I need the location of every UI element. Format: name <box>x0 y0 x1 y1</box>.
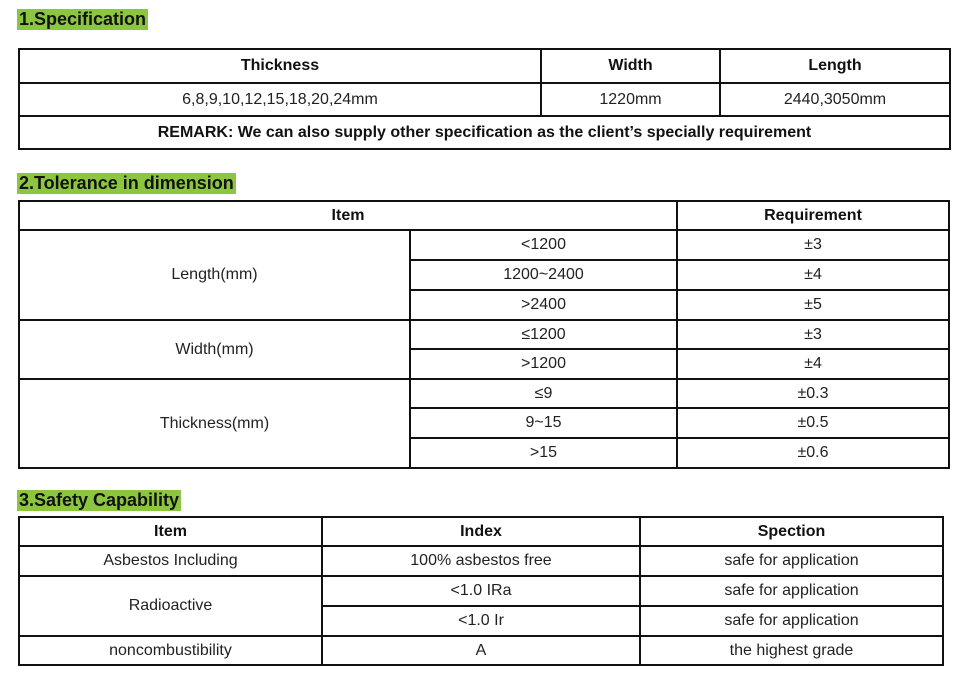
requirement-cell: ±4 <box>677 349 949 379</box>
spection-cell: safe for application <box>640 546 943 576</box>
range-cell: >1200 <box>410 349 677 379</box>
range-cell: ≤9 <box>410 379 677 408</box>
safety-table <box>18 516 944 666</box>
table-row <box>19 320 949 349</box>
spection-cell: safe for application <box>640 606 943 636</box>
range-cell: 1200~2400 <box>410 260 677 290</box>
header-item: Item <box>19 201 677 230</box>
table-row <box>19 517 943 546</box>
item-cell: Asbestos Including <box>19 546 322 576</box>
requirement-cell: ±5 <box>677 290 949 320</box>
header-index: Index <box>322 517 640 546</box>
item-cell-radioactive: Radioactive <box>19 576 322 636</box>
index-cell: A <box>322 636 640 665</box>
remark-cell: REMARK: We can also supply other specification as the client’s specially requirement <box>19 116 950 149</box>
requirement-cell: ±0.5 <box>677 408 949 438</box>
index-cell: 100% asbestos free <box>322 546 640 576</box>
cell-width-value: 1220mm <box>541 83 720 116</box>
section-heading-safety: 3.Safety Capability <box>19 490 180 510</box>
requirement-cell: ±0.6 <box>677 438 949 468</box>
header-length: Length <box>720 49 950 83</box>
table-row <box>19 49 950 83</box>
specification-table <box>18 48 951 150</box>
requirement-cell: ±0.3 <box>677 379 949 408</box>
table-row <box>19 636 943 665</box>
tolerance-table <box>18 200 950 469</box>
header-thickness: Thickness <box>19 49 541 83</box>
index-cell: <1.0 IRa <box>322 576 640 606</box>
table-row <box>19 83 950 116</box>
table-row <box>19 379 949 408</box>
table-row <box>19 230 949 260</box>
range-cell: 9~15 <box>410 408 677 438</box>
section-heading-specification: 1.Specification <box>19 9 147 29</box>
range-cell: ≤1200 <box>410 320 677 349</box>
header-width: Width <box>541 49 720 83</box>
spection-cell: safe for application <box>640 576 943 606</box>
range-cell: >2400 <box>410 290 677 320</box>
table-row <box>19 116 950 149</box>
requirement-cell: ±4 <box>677 260 949 290</box>
table-row <box>19 201 949 230</box>
group-label-thickness: Thickness(mm) <box>19 379 410 468</box>
section-heading-tolerance: 2.Tolerance in dimension <box>19 173 234 193</box>
group-label-length: Length(mm) <box>19 230 410 320</box>
group-label-width: Width(mm) <box>19 320 410 379</box>
requirement-cell: ±3 <box>677 230 949 260</box>
cell-thickness-values: 6,8,9,10,12,15,18,20,24mm <box>19 83 541 116</box>
header-item: Item <box>19 517 322 546</box>
header-requirement: Requirement <box>677 201 949 230</box>
item-cell: noncombustibility <box>19 636 322 665</box>
table-row <box>19 546 943 576</box>
range-cell: >15 <box>410 438 677 468</box>
table-row <box>19 576 943 606</box>
header-spection: Spection <box>640 517 943 546</box>
spection-cell: the highest grade <box>640 636 943 665</box>
requirement-cell: ±3 <box>677 320 949 349</box>
range-cell: <1200 <box>410 230 677 260</box>
cell-length-values: 2440,3050mm <box>720 83 950 116</box>
index-cell: <1.0 Ir <box>322 606 640 636</box>
